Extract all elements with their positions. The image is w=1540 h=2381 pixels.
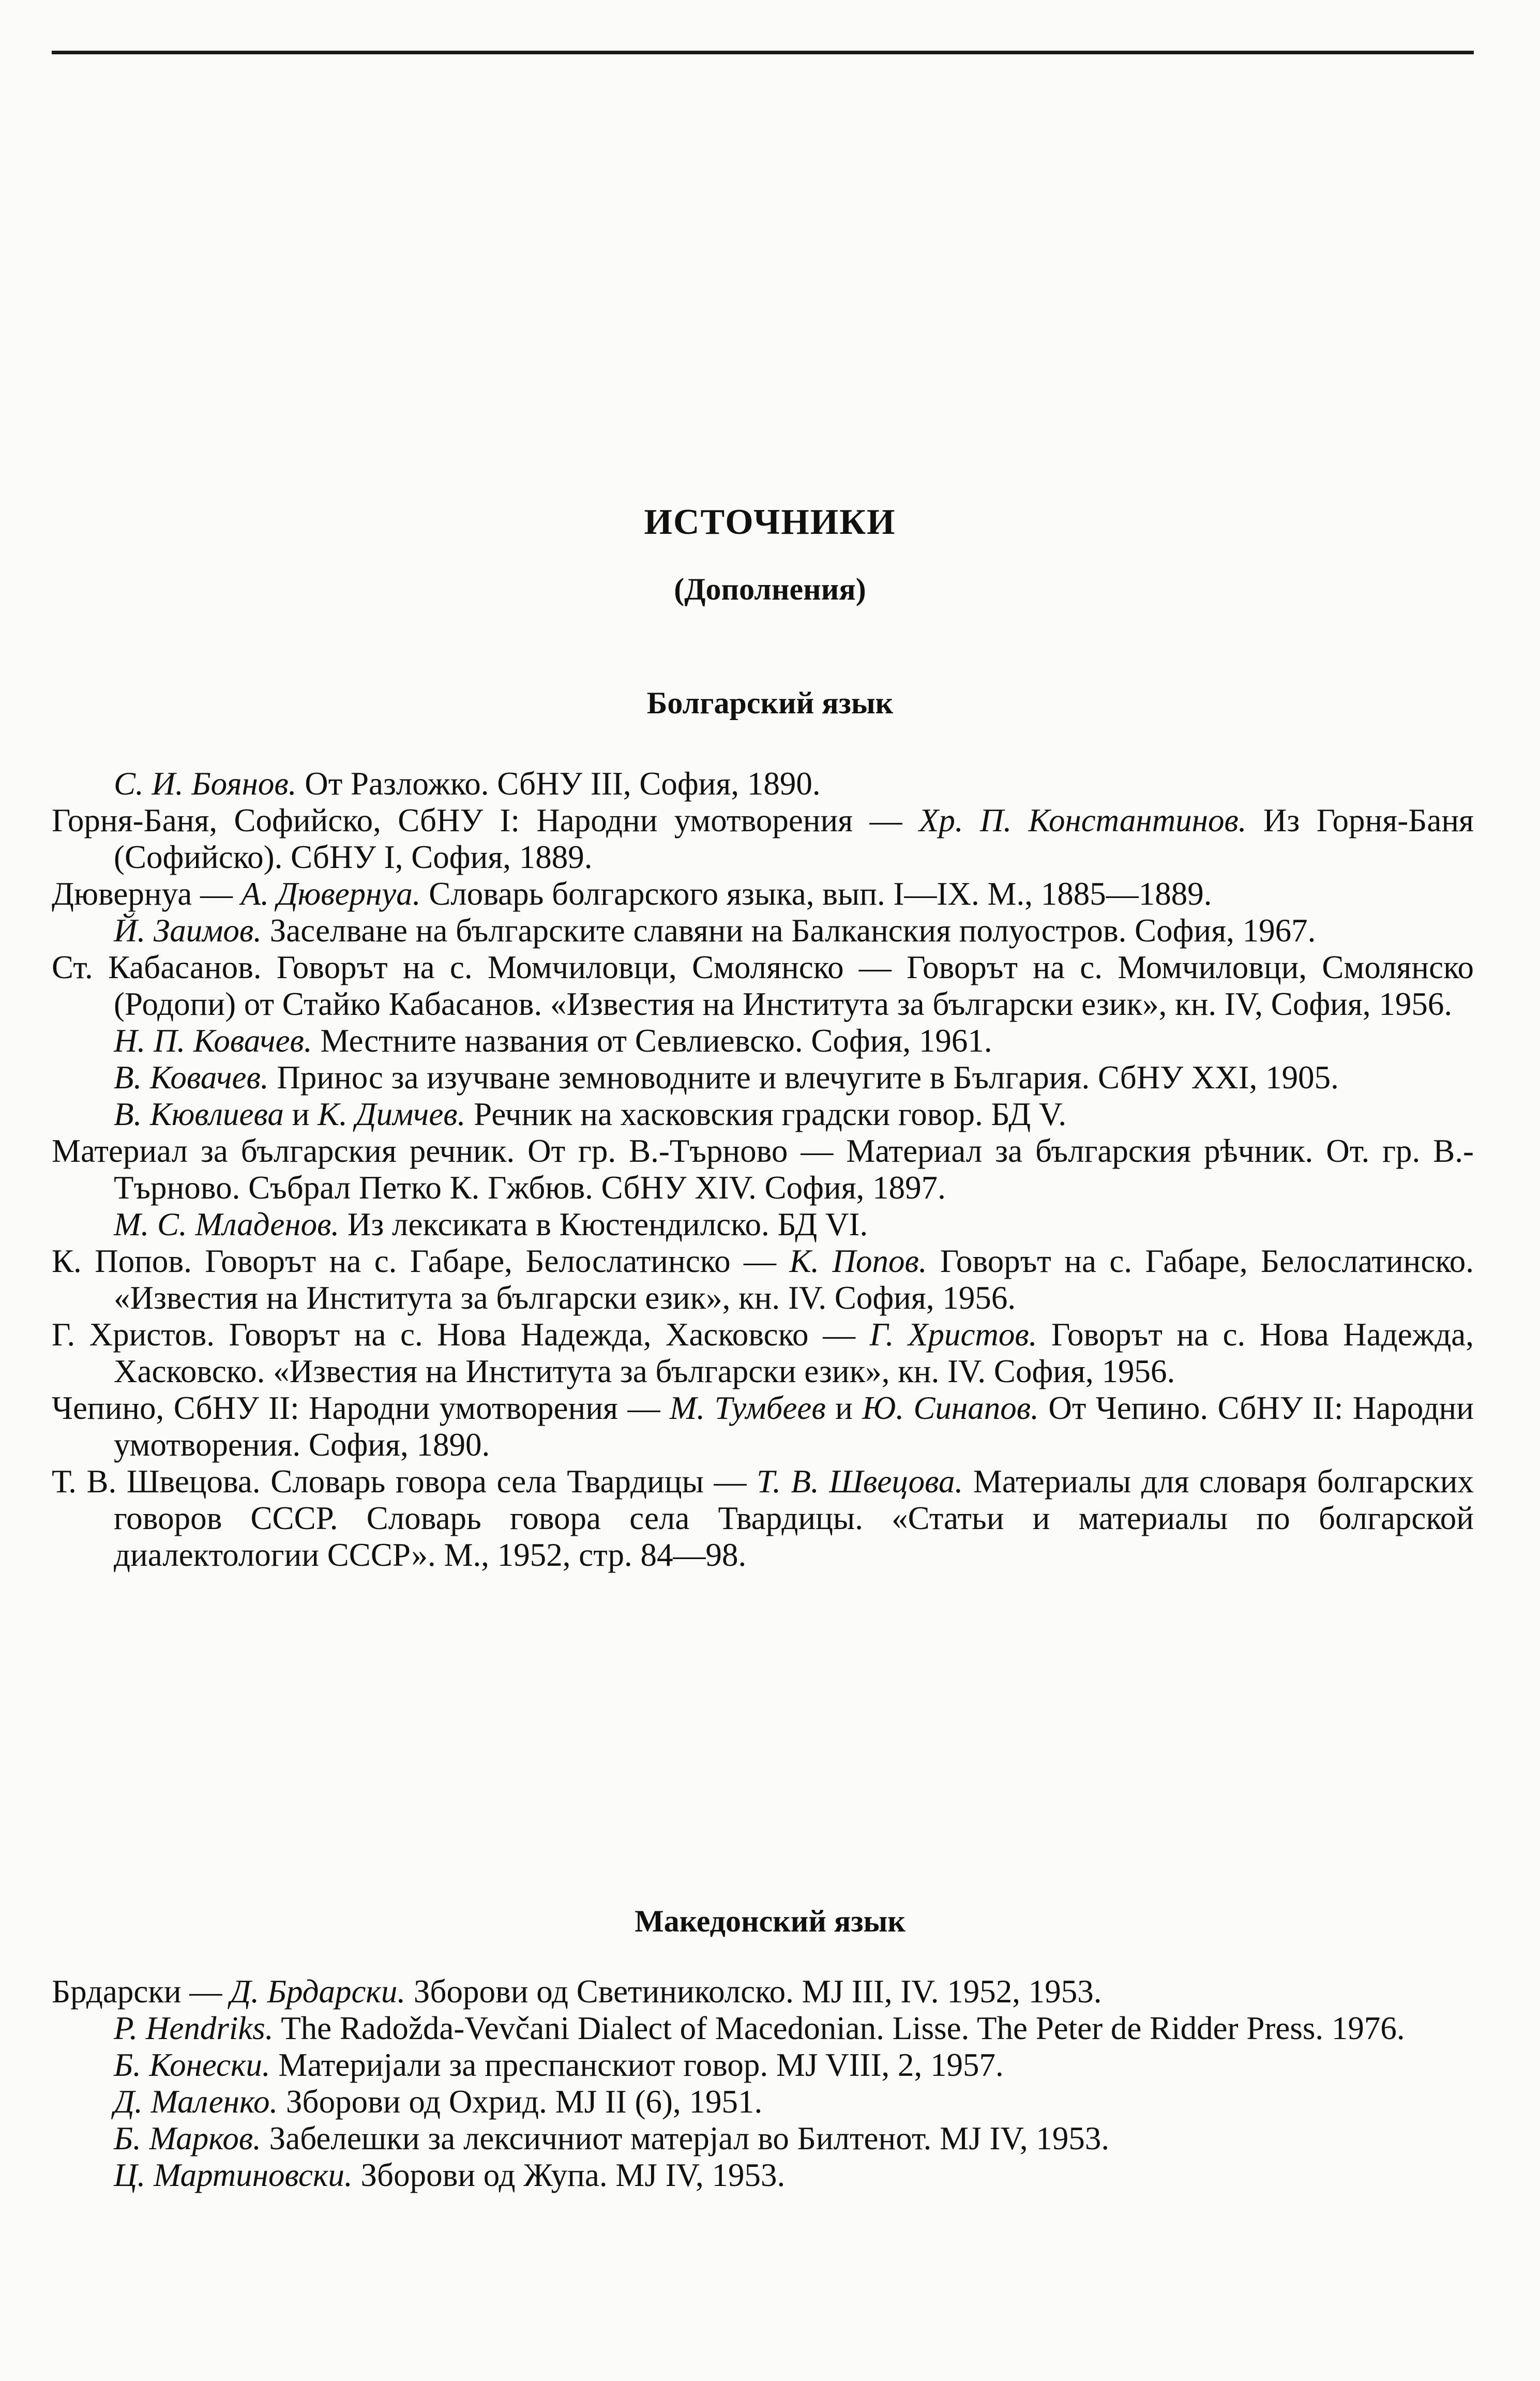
page-title: ИСТОЧНИКИ [644,502,896,542]
source-text: и [283,1096,318,1132]
source-entry [52,949,1474,1023]
source-text: Материал за българския речник. От гр. В.-Търново — Материал за българския рѣчник. От. гр. В.-Търново. Събрал Петко К. Гжбюв. СбНУ XIV. София, 1897. [52,1133,1474,1206]
source-author: Б. Марков. [114,2120,261,2157]
source-entry [52,2084,1474,2120]
source-text: Принос за изучване земноводните и влечугите в България. СбНУ XXI, 1905. [268,1059,1339,1096]
source-text: Из Горня-Баня (Софийско). СбНУ I, София, 1889. [114,802,1474,875]
source-author: Д. Маленко. [114,2084,278,2120]
page-subtitle: (Дополнения) [674,572,866,606]
source-text: Т. В. Швецова. Словарь говора села Твардицы — [52,1463,757,1500]
source-author: Б. Конески. [114,2047,270,2083]
source-author: М. С. Младенов. [114,1206,340,1242]
source-entry [52,912,1474,949]
source-entry [52,1023,1474,1059]
source-text: Горня-Баня, Софийско, СбНУ I: Народни умотворения — [52,802,919,838]
source-text: The Radožda-Vevčani Dialect of Macedonian. Lisse. The Peter de Ridder Press. 1976. [273,2010,1405,2046]
source-entry [52,2157,1474,2194]
source-text: Дювернуа — [52,876,241,912]
source-text: Зборови од Охрид. MJ II (6), 1951. [278,2084,763,2120]
source-entry [52,1206,1474,1243]
source-text: От Разложко. СбНУ III, София, 1890. [296,766,821,802]
source-text: Говорът на с. Габаре, Белослатинско. «Известия на Института за български език», кн. IV. София, 1956. [114,1243,1474,1316]
source-text: Материалы для словаря болгарских говоров СССР. Словарь говора села Твардицы. «Статьи и материалы по болгарской диалектологии СССР». М., 1952, стр. 84—98. [114,1463,1474,1573]
source-author: В. Ковачев. [114,1059,269,1096]
source-text: Чепино, СбНУ II: Народни умотворения — [52,1390,670,1426]
source-text: Заселване на българските славяни на Балканския полуостров. София, 1967. [262,912,1316,949]
source-author: А. Дювернуа. [240,876,421,912]
source-author: Д. Брдарски. [230,1973,406,2010]
source-text: Местните названия от Севлиевско. София, 1961. [312,1023,992,1059]
source-entry [52,876,1474,912]
source-text: Материјали за преспанскиот говор. MJ VIII, 2, 1957. [270,2047,1004,2083]
source-entry [52,2120,1474,2157]
source-author: P. Hendriks. [114,2010,274,2046]
source-text: Говорът на с. Нова Надежда, Хасковско. «Известия на Института за български език», кн. IV. София, 1956. [114,1316,1474,1389]
source-text: Зборови од Жупа. MJ IV, 1953. [352,2157,786,2193]
source-text: Г. Христов. Говорът на с. Нова Надежда, Хасковско — [52,1316,870,1353]
source-text: Зборови од Светиниколско. MJ III, IV. 1952, 1953. [405,1973,1102,2010]
source-author: Хр. П. Константинов. [918,802,1247,838]
source-author: В. Кювлиева [114,1096,284,1132]
source-text: и [825,1390,863,1426]
bulgarian-sources-list [52,766,1474,1574]
source-entry [52,1973,1474,2010]
source-entry [52,766,1474,802]
source-entry [52,1463,1474,1574]
source-entry [52,1133,1474,1206]
source-author: Г. Христов. [869,1316,1037,1353]
source-text: Ст. Кабасанов. Говорът на с. Момчиловци, Смолянско — Говорът на с. Момчиловци, Смолянско (Родопи) от Стайко Кабасанов. «Известия на Института за български език», кн. IV, София, 1956. [52,949,1474,1022]
source-entry [52,2047,1474,2084]
source-author: Т. В. Швецова. [757,1463,963,1500]
source-author: Й. Заимов. [114,912,262,949]
source-author: Ц. Мартиновски. [114,2157,353,2193]
source-text: Забелешки за лексичниот матерјал во Билтенот. MJ IV, 1953. [261,2120,1110,2157]
source-author: К. Попов. [789,1243,927,1279]
source-text: Словарь болгарского языка, вып. I—IX. М., 1885—1889. [420,876,1212,912]
section-heading-macedonian: Македонский язык [635,1904,905,1938]
source-entry [52,1243,1474,1316]
source-author: Ю. Синапов. [862,1390,1039,1426]
source-entry [52,2010,1474,2047]
source-entry [52,1096,1474,1133]
section-heading-bulgarian: Болгарский язык [646,686,894,720]
source-text: Брдарски — [52,1973,231,2010]
source-entry [52,1059,1474,1096]
source-text: К. Попов. Говорът на с. Габаре, Белослатинско — [52,1243,790,1279]
source-entry [52,1316,1474,1390]
source-text: Речник на хасковския градски говор. БД V. [465,1096,1067,1132]
macedonian-sources-list [52,1973,1474,2194]
source-author: Н. П. Ковачев. [114,1023,312,1059]
source-author: С. И. Боянов. [114,766,297,802]
source-author: К. Димчев. [318,1096,466,1132]
source-entry [52,1390,1474,1463]
top-rule [52,51,1474,54]
source-entry [52,802,1474,876]
source-author: М. Тумбеев [669,1390,826,1426]
source-text: От Чепино. СбНУ II: Народни умотворения. София, 1890. [114,1390,1474,1463]
source-text: Из лексиката в Кюстендилско. БД VI. [339,1206,868,1242]
